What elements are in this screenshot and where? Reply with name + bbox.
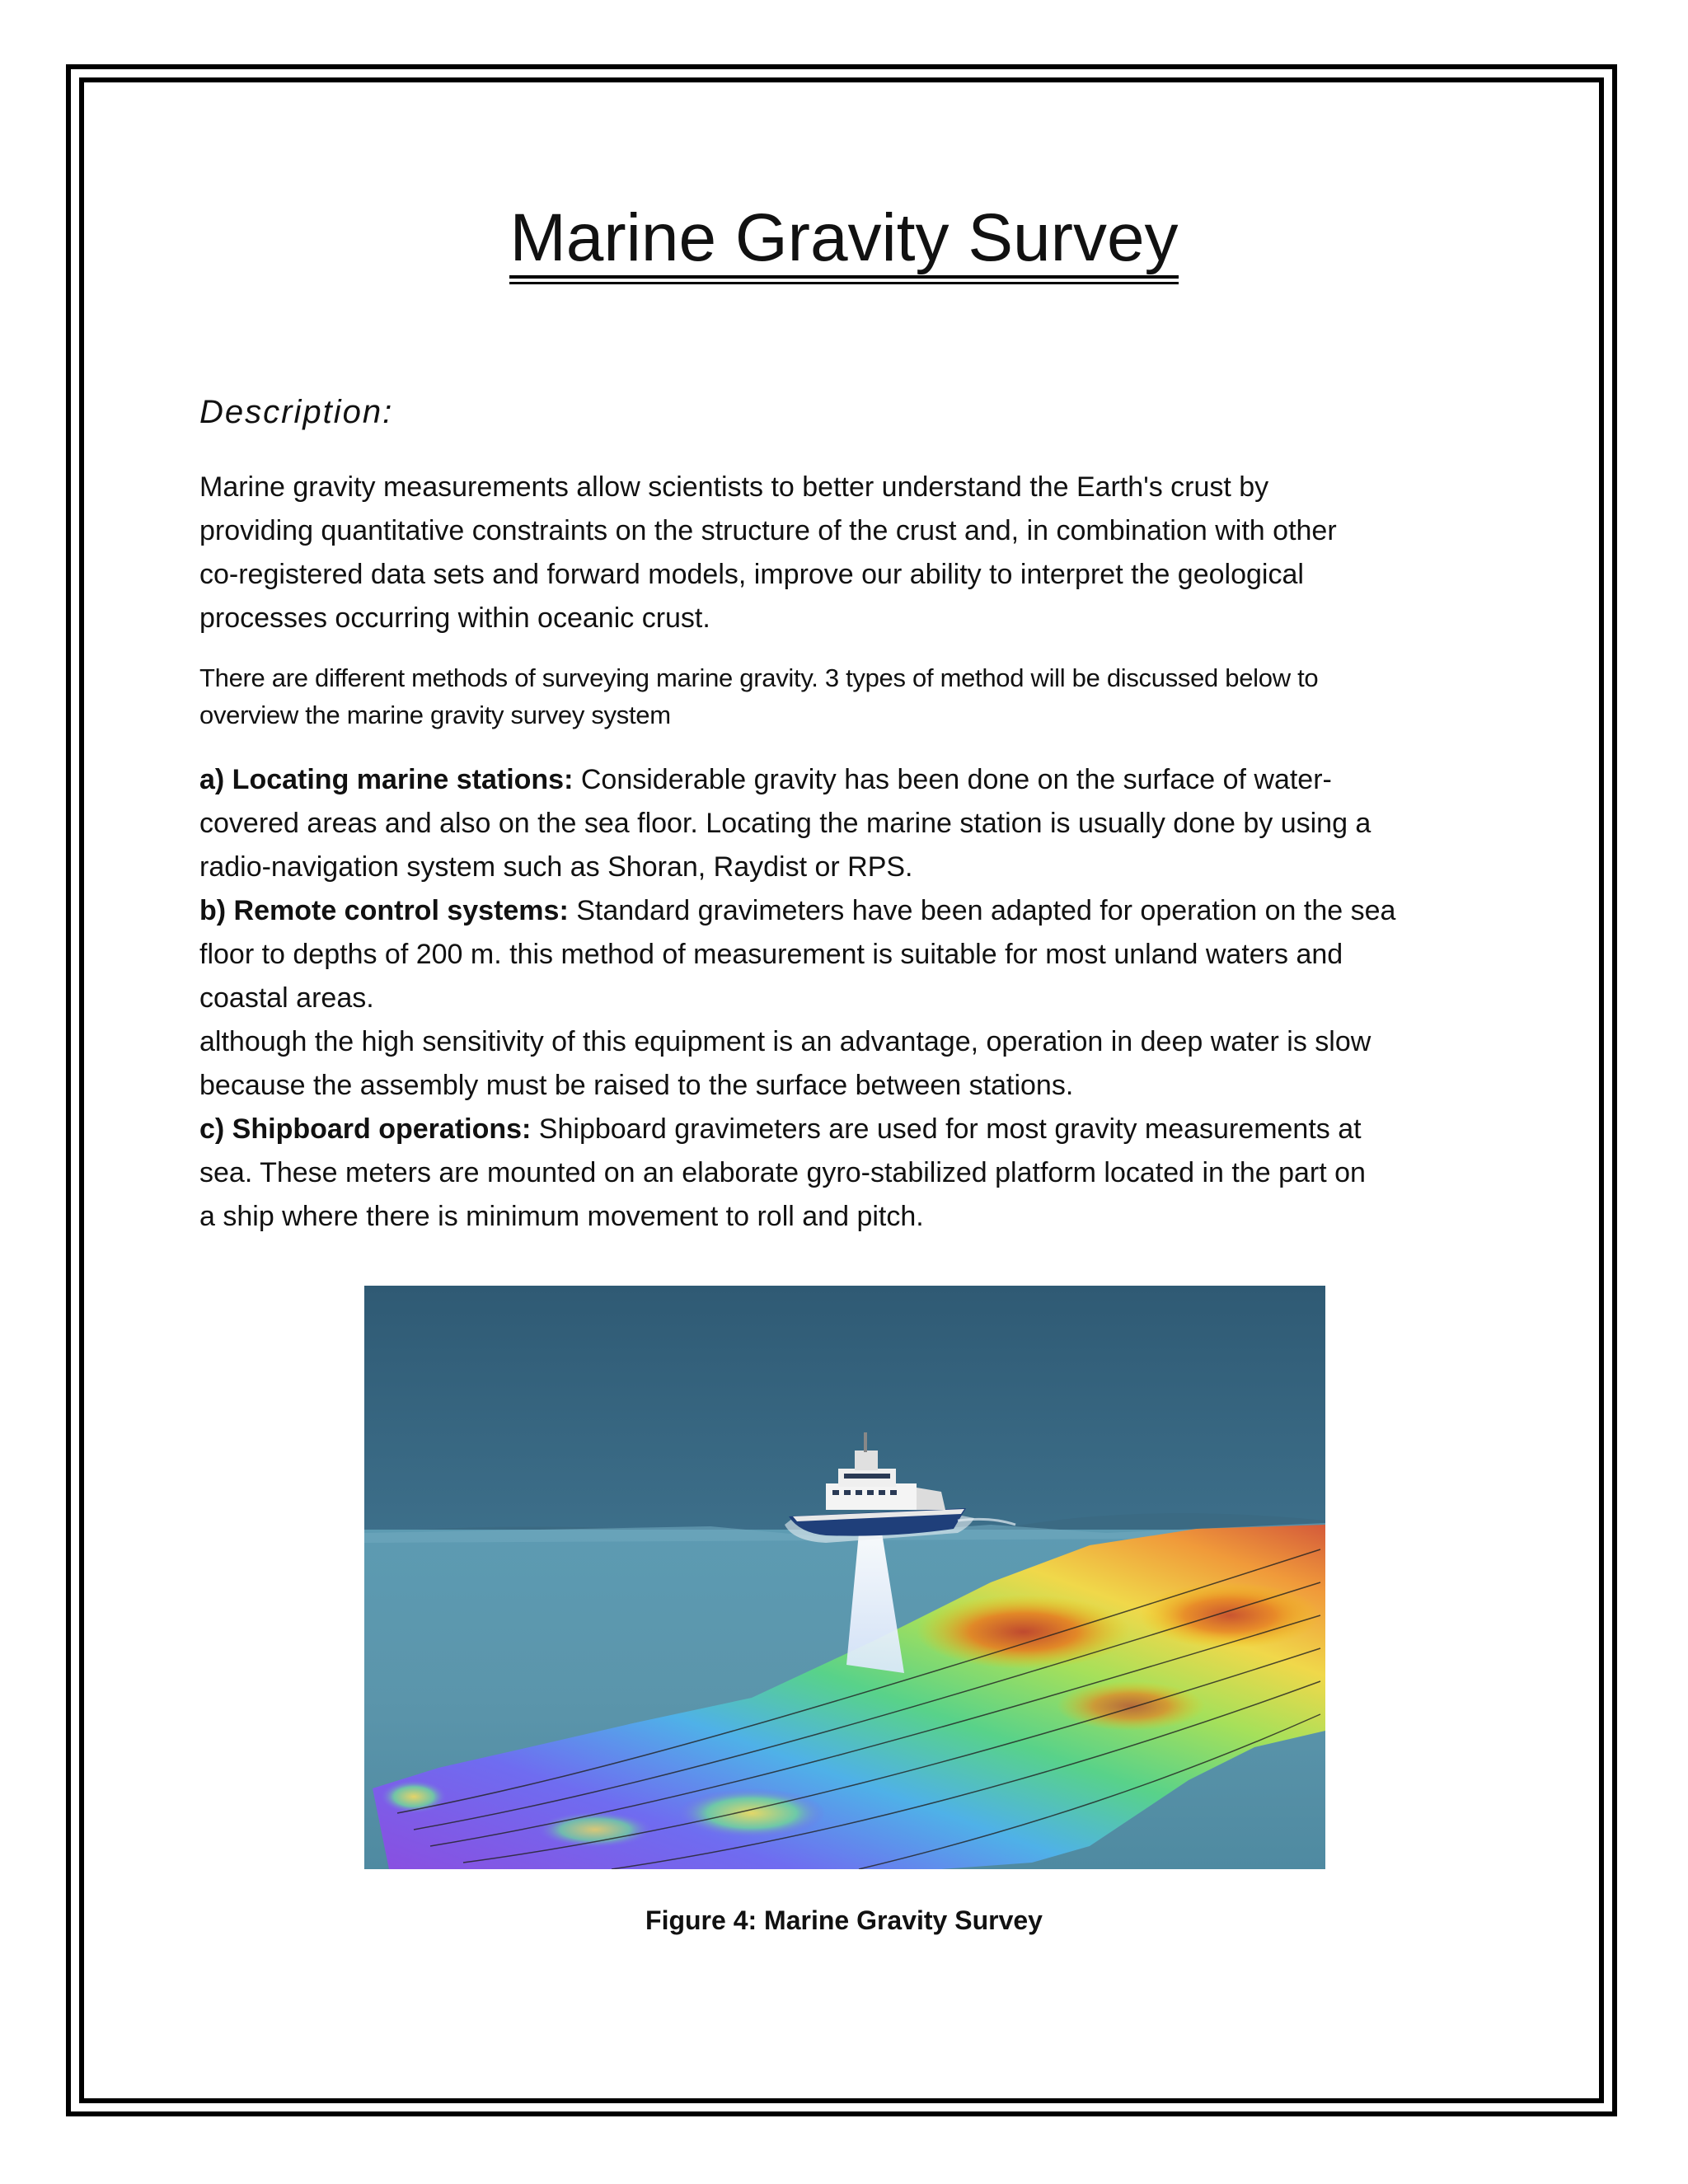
description-heading: Description: <box>199 394 394 430</box>
text-line: floor to depths of 200 m. this method of measurement is suitable for most unland waters and <box>199 939 1343 970</box>
method-b-label: b) Remote control systems: <box>199 895 569 926</box>
text-line: processes occurring within oceanic crust. <box>199 602 710 634</box>
method-c-text: Shipboard gravimeters are used for most gravity measurements at <box>531 1113 1362 1145</box>
text-line: coastal areas. <box>199 982 374 1014</box>
text-line: co-registered data sets and forward models, improve our ability to interpret the geological <box>199 559 1304 590</box>
text-line: There are different methods of surveying marine gravity. 3 types of method will be discussed below to <box>199 663 1319 692</box>
text-line: Marine gravity measurements allow scientists to better understand the Earth's crust by <box>199 471 1269 503</box>
intro-paragraph <box>199 466 1502 640</box>
method-a-line <box>199 758 1502 802</box>
methods-intro-paragraph <box>199 659 1502 733</box>
method-b-text: Standard gravimeters have been adapted for operation on the sea <box>568 895 1396 926</box>
text-line: covered areas and also on the sea floor. Locating the marine station is usually done by using a <box>199 808 1372 839</box>
marine-survey-figure <box>364 1286 1325 1869</box>
text-line: a ship where there is minimum movement to roll and pitch. <box>199 1201 924 1232</box>
method-c-label: c) Shipboard operations: <box>199 1113 532 1145</box>
figure-caption: Figure 4: Marine Gravity Survey <box>645 1905 1043 1935</box>
text-line: because the assembly must be raised to the surface between stations. <box>199 1070 1074 1101</box>
text-line: sea. These meters are mounted on an elaborate gyro-stabilized platform located in the part on <box>199 1157 1366 1188</box>
method-a-text: Considerable gravity has been done on the surface of water- <box>573 764 1332 795</box>
methods-list <box>199 758 1502 1239</box>
method-b-line <box>199 889 1502 933</box>
text-line: overview the marine gravity survey system <box>199 701 671 729</box>
text-line: although the high sensitivity of this equipment is an advantage, operation in deep water is slow <box>199 1026 1372 1057</box>
text-line: providing quantitative constraints on the structure of the crust and, in combination with other <box>199 515 1337 546</box>
text-line: radio-navigation system such as Shoran, Raydist or RPS. <box>199 851 913 883</box>
method-a-label: a) Locating marine stations: <box>199 764 574 795</box>
page-title: Marine Gravity Survey <box>0 204 1688 279</box>
method-c-line <box>199 1108 1502 1151</box>
